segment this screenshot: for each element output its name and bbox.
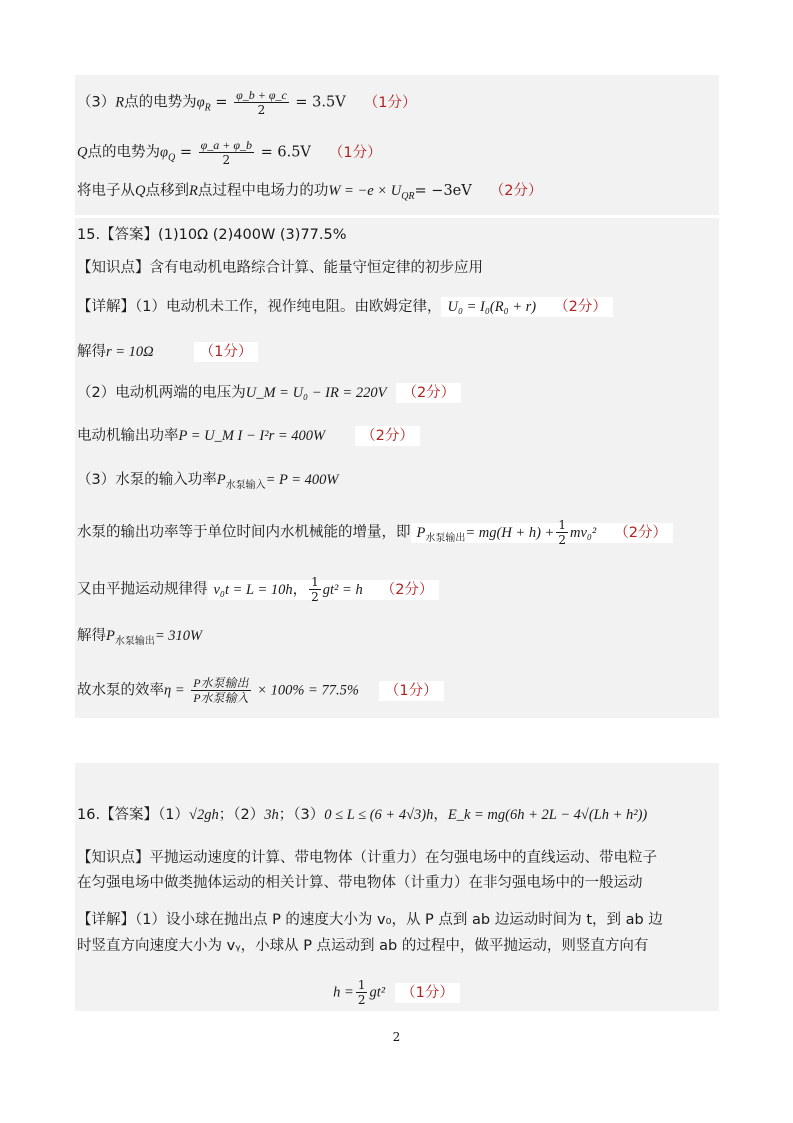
- score-badge: （2分）: [554, 299, 607, 315]
- q15-detail-1: 【详解】（1）电动机未工作，视作纯电阻。由欧姆定律， U₀ = I₀(R₀ + r) （2分）: [77, 297, 613, 317]
- q15-knowledge: 【知识点】含有电动机电路综合计算、能量守恒定律的初步应用: [77, 260, 483, 276]
- q15-part3-line-5: 故水泵的效率η = $\frac{\text{P水泵输出}}{\text{P水泵输入}}$ × 100% = 77.5% （1分）: [77, 676, 444, 705]
- score-badge: （2分）: [380, 581, 434, 598]
- q15-part2-line-2: 电动机输出功率P = U_M I − I²r = 400W （2分）: [77, 426, 420, 446]
- q15-part3-line-4: 解得$P_{水泵输出}= 310W$: [77, 628, 203, 647]
- q16-knowledge-1: 【知识点】平抛运动速度的计算、带电物体（计重力）在匀强电场中的直线运动、带电粒子: [77, 850, 657, 866]
- q14-line-1: （3）R点的电势为$\varphi_R$ = $\frac{\varphi\_b + \varphi\_c}{2}$ = 3.5V （1分）: [77, 88, 417, 117]
- q15-part2-line-1: （2）电动机两端的电压为U_M = U₀ − IR = 220V （2分）: [77, 383, 461, 403]
- score-badge: （1分）: [328, 144, 382, 161]
- score-badge: （2分）: [361, 428, 414, 444]
- q14-line-2: Q点的电势为$\varphi_Q$ = $\frac{\varphi\_a + \varphi\_b}{2}$ = 6.5V （1分）: [77, 138, 382, 167]
- score-badge: （1分）: [384, 682, 438, 699]
- q16-answer: 16.【答案】（1）√2gh；（2）3h；（3）0 ≤ L ≤ (6 + 4√3)h，E_k = mg(6h + 2L − 4√(Lh + h²)): [77, 807, 648, 823]
- q16-equation-h: h = $\frac{1}{2}$ gt² （1分）: [0, 978, 793, 1007]
- q15-answer: 15.【答案】(1)10Ω (2)400W (3)77.5%: [77, 227, 347, 243]
- page-number: 2: [392, 1030, 401, 1044]
- q16-detail-1: 【详解】（1）设小球在抛出点 P 的速度大小为 v₀，从 P 点到 ab 边运动时间为 t，到 ab 边: [77, 912, 663, 928]
- q15-part3-line-1: （3）水泵的输入功率$P_{水泵输入}= P = 400W$: [77, 472, 339, 491]
- q16-knowledge-2: 在匀强电场中做类抛体运动的相关计算、带电物体（计重力）在非匀强电场中的一般运动: [77, 875, 643, 891]
- q16-detail-2: 时竖直方向速度大小为 vᵧ，小球从 P 点运动到 ab 的过程中，做平抛运动，则竖直方向有: [77, 938, 649, 954]
- q14-frac-1: $\frac{\varphi\_b + \varphi\_c}{2}$: [236, 88, 287, 117]
- score-badge: （1分）: [199, 344, 253, 360]
- score-badge: （2分）: [614, 524, 667, 541]
- q15-solve-1: 解得r = 10Ω （1分）: [77, 342, 258, 362]
- score-badge: （1分）: [363, 94, 417, 111]
- q14-line-3: 将电子从Q点移到R点过程中电场力的功$W = -e \times U_{QR}= -3eV$ （2分）: [77, 183, 543, 202]
- score-badge: （2分）: [489, 183, 543, 199]
- q15-part3-line-2: 水泵的输出功率等于单位时间内水机械能的增量，即 $P_{水泵输出}= mg(H + h)$ + $\frac{1}{2}$ mv₀² （2分）: [77, 518, 673, 548]
- q15-part3-line-3: 又由平抛运动规律得 v₀t = L = 10h， $\frac{1}{2}$ gt² = h （2分）: [77, 575, 439, 604]
- score-badge: （1分）: [401, 984, 454, 1001]
- q14-frac-2: $\frac{\varphi\_a + \varphi\_b}{2}$: [200, 138, 252, 167]
- score-badge: （2分）: [402, 385, 456, 401]
